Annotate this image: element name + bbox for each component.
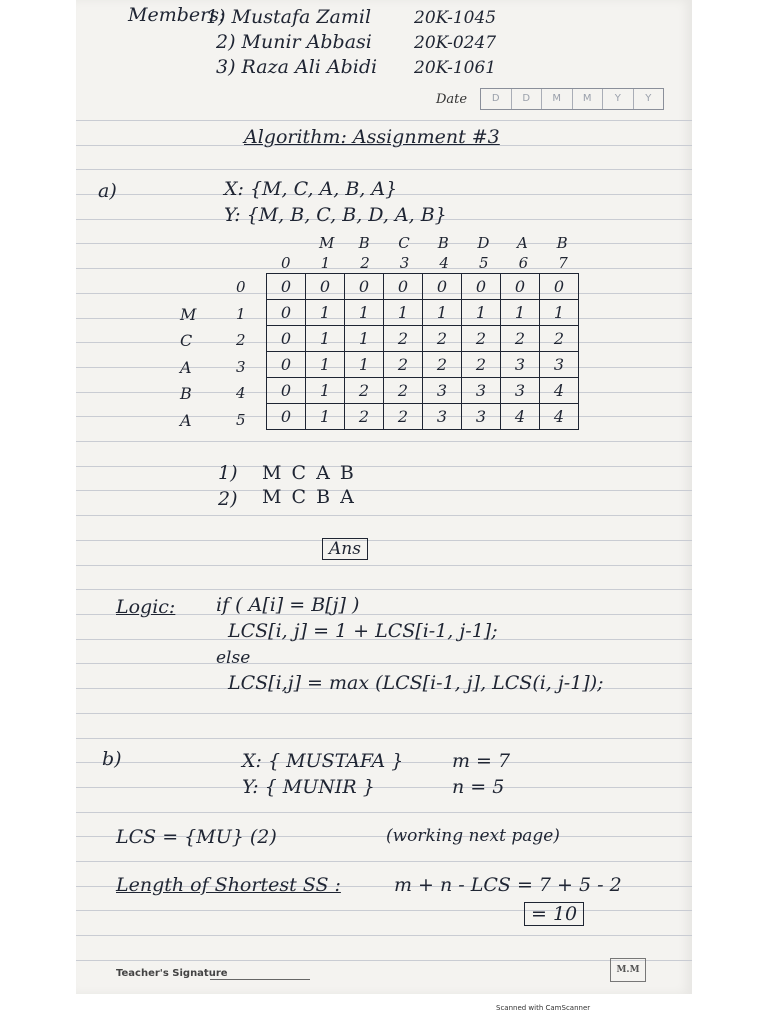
- teacher-signature-label: Teacher's Signature: [116, 968, 228, 979]
- table-cell: 1: [306, 378, 345, 404]
- row-index: 2: [236, 331, 246, 349]
- member-id: 20K-1061: [414, 58, 497, 78]
- row-index: 4: [236, 384, 246, 402]
- ruled-line: [76, 515, 692, 516]
- lcs-note: (working next page): [386, 826, 560, 846]
- table-cell: 3: [423, 378, 462, 404]
- table-cell: 0: [306, 274, 345, 300]
- date-label: Date: [436, 92, 468, 107]
- ruled-line: [76, 861, 692, 862]
- table-cell: 0: [267, 326, 306, 352]
- table-cell: 2: [384, 404, 423, 430]
- table-cell: 1: [306, 352, 345, 378]
- column-index: 7: [558, 254, 568, 272]
- signature-line: [210, 979, 310, 980]
- row-letter: A: [180, 410, 192, 430]
- table-cell: 0: [540, 274, 579, 300]
- column-letter: A: [517, 234, 528, 252]
- logic-label: Logic:: [116, 596, 176, 618]
- page-title: Algorithm: Assignment #3: [244, 126, 500, 148]
- scanner-watermark: Scanned with CamScanner: [496, 1004, 591, 1012]
- table-cell: 0: [462, 274, 501, 300]
- ruled-line: [76, 738, 692, 739]
- column-letter: B: [556, 234, 568, 252]
- table-cell: 0: [384, 274, 423, 300]
- column-index: 0: [281, 254, 291, 272]
- table-cell: 1: [306, 300, 345, 326]
- ruled-line: [76, 713, 692, 714]
- date-field: Y: [645, 93, 652, 104]
- table-cell: 2: [384, 378, 423, 404]
- table-row: [267, 300, 579, 326]
- table-cell: 0: [267, 378, 306, 404]
- column-letter: C: [398, 234, 410, 252]
- logic-line-2: LCS[i, j] = 1 + LCS[i-1, j-1];: [228, 620, 498, 642]
- table-cell: 2: [540, 326, 579, 352]
- column-index: 5: [479, 254, 489, 272]
- table-cell: 0: [501, 274, 540, 300]
- logic-line-1: if ( A[i] = B[j] ): [216, 594, 360, 616]
- table-cell: 3: [540, 352, 579, 378]
- ruled-line: [76, 466, 692, 467]
- row-index: 5: [236, 410, 246, 429]
- table-cell: 3: [462, 404, 501, 430]
- lcs-result: LCS = {MU} (2): [116, 826, 277, 848]
- table-cell: 1: [345, 352, 384, 378]
- answer-1-seq: M C A B: [262, 462, 356, 484]
- ruled-line: [76, 960, 692, 961]
- brand-logo: M.M: [610, 958, 646, 982]
- ruled-line: [76, 441, 692, 442]
- column-letter: M: [319, 234, 335, 252]
- table-cell: 2: [423, 352, 462, 378]
- table-cell: 3: [501, 378, 540, 404]
- y-string: Y: { MUNIR }: [242, 776, 375, 798]
- logic-line-4: LCS[i,j] = max (LCS[i-1, j], LCS(i, j-1]);: [228, 672, 604, 694]
- part-a-label: a): [98, 180, 117, 202]
- ruled-line: [76, 243, 692, 244]
- answer-2-seq: M C B A: [262, 486, 356, 508]
- column-index: 2: [360, 254, 370, 272]
- table-cell: 1: [501, 300, 540, 326]
- table-cell: 2: [501, 326, 540, 352]
- table-row: [267, 274, 579, 300]
- table-row: [267, 378, 579, 404]
- member-id: 20K-1045: [414, 8, 497, 28]
- table-cell: 2: [345, 378, 384, 404]
- column-index: 6: [518, 254, 529, 272]
- table-cell: 2: [423, 326, 462, 352]
- row-index: 3: [236, 357, 246, 376]
- table-cell: 1: [462, 300, 501, 326]
- table-cell: 1: [306, 326, 345, 352]
- table-cell: 3: [423, 404, 462, 430]
- date-field: M: [573, 89, 604, 109]
- x-string: X: { MUSTAFA }: [242, 750, 404, 772]
- table-cell: 4: [501, 404, 540, 430]
- table-cell: 3: [501, 352, 540, 378]
- row-letter: C: [180, 331, 193, 350]
- row-index: 0: [236, 278, 246, 296]
- table-cell: 0: [423, 274, 462, 300]
- table-cell: 4: [540, 378, 579, 404]
- y-length: n = 5: [452, 776, 505, 798]
- column-letter: D: [477, 234, 490, 252]
- ruled-line: [76, 910, 692, 911]
- column-letter: B: [437, 234, 449, 252]
- table-row: [267, 326, 579, 352]
- ruled-line: [76, 812, 692, 813]
- table-cell: 0: [267, 300, 306, 326]
- member-name: 2) Munir Abbasi: [216, 31, 372, 53]
- table-cell: 1: [345, 300, 384, 326]
- ans-box: Ans: [322, 538, 368, 560]
- column-index: 4: [439, 254, 449, 272]
- row-letter: A: [180, 357, 192, 377]
- ruled-line: [76, 169, 692, 170]
- date-field: D: [481, 89, 512, 109]
- lcs-table: [266, 273, 579, 430]
- column-index: 1: [320, 254, 331, 272]
- x-length: m = 7: [452, 750, 511, 772]
- member-name: 1) Mustafa Zamil: [206, 6, 372, 28]
- table-cell: 2: [384, 326, 423, 352]
- table-cell: 2: [345, 404, 384, 430]
- table-cell: 2: [462, 326, 501, 352]
- logic-line-3: else: [216, 648, 251, 668]
- ruled-line: [76, 565, 692, 566]
- table-cell: 2: [462, 352, 501, 378]
- table-cell: 1: [345, 326, 384, 352]
- scs-formula: m + n - LCS = 7 + 5 - 2: [394, 874, 622, 896]
- members-label: Members:: [128, 4, 226, 26]
- member-name: 3) Raza Ali Abidi: [216, 56, 378, 78]
- table-cell: 0: [267, 274, 306, 300]
- ruled-line: [76, 663, 692, 664]
- table-cell: 3: [462, 378, 501, 404]
- scs-label: Length of Shortest SS :: [116, 874, 341, 896]
- table-cell: 0: [267, 352, 306, 378]
- table-cell: 1: [540, 300, 579, 326]
- table-cell: 1: [384, 300, 423, 326]
- date-box: [480, 88, 664, 110]
- column-letter: B: [358, 234, 370, 252]
- x-sequence: X: {M, C, A, B, A}: [224, 178, 398, 200]
- ruled-line: [76, 490, 692, 491]
- table-cell: 1: [423, 300, 462, 326]
- answer-2-num: 2): [218, 488, 238, 510]
- scs-result: = 10: [524, 902, 584, 926]
- date-field: D: [512, 89, 543, 109]
- answer-1-num: 1): [218, 462, 238, 484]
- table-cell: 4: [540, 404, 579, 430]
- ruled-line: [76, 787, 692, 788]
- table-cell: 0: [345, 274, 384, 300]
- date-field: M: [542, 89, 573, 109]
- ruled-line: [76, 120, 692, 121]
- table-cell: 1: [306, 404, 345, 430]
- row-letter: B: [180, 384, 192, 403]
- y-sequence: Y: {M, B, C, B, D, A, B}: [224, 204, 447, 226]
- ruled-line: [76, 589, 692, 590]
- table-cell: 0: [267, 404, 306, 430]
- part-b-label: b): [102, 748, 122, 770]
- table-row: [267, 404, 579, 430]
- ruled-line: [76, 935, 692, 936]
- ruled-line: [76, 268, 692, 269]
- row-index: 1: [236, 304, 246, 323]
- date-field: Y: [603, 89, 634, 109]
- row-letter: M: [180, 304, 197, 324]
- notebook-page: [76, 0, 692, 994]
- column-index: 3: [399, 254, 410, 272]
- ruled-line: [76, 540, 692, 541]
- member-id: 20K-0247: [414, 33, 497, 53]
- table-cell: 2: [384, 352, 423, 378]
- table-row: [267, 352, 579, 378]
